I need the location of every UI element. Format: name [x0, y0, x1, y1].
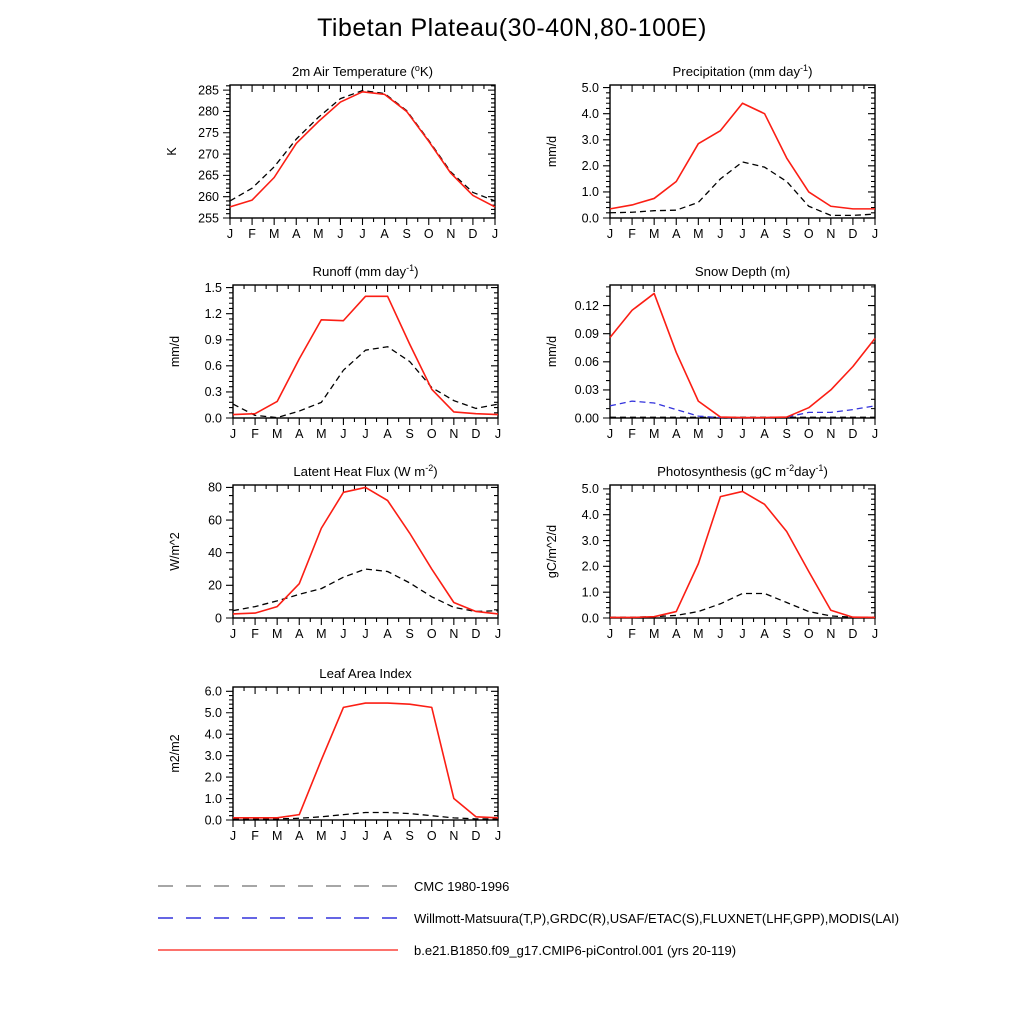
- svg-text:J: J: [717, 427, 724, 441]
- svg-text:1.5: 1.5: [204, 280, 222, 295]
- svg-text:Precipitation (mm day-1): Precipitation (mm day$^{-1}$): [672, 63, 813, 79]
- svg-text:A: A: [292, 227, 301, 241]
- svg-text:J: J: [871, 227, 879, 241]
- svg-text:A: A: [383, 427, 392, 441]
- svg-text:F: F: [251, 427, 259, 441]
- svg-text:1.0: 1.0: [581, 185, 599, 200]
- svg-text:A: A: [760, 427, 769, 441]
- svg-text:2m Air Temperature (oK): 2m Air Temperature ($^o$K): [291, 63, 434, 79]
- svg-text:N: N: [826, 627, 836, 641]
- svg-text:0.0: 0.0: [581, 611, 599, 626]
- svg-text:J: J: [739, 227, 746, 241]
- svg-text:F: F: [248, 227, 256, 241]
- svg-text:J: J: [494, 627, 502, 641]
- svg-text:M: M: [316, 627, 327, 641]
- svg-text:0.12: 0.12: [574, 298, 599, 313]
- svg-text:80: 80: [208, 480, 222, 495]
- svg-text:2.0: 2.0: [581, 159, 599, 174]
- svg-text:O: O: [803, 427, 814, 441]
- svg-text:K: K: [165, 147, 179, 156]
- svg-text:0.03: 0.03: [574, 383, 599, 398]
- svg-text:3.0: 3.0: [204, 748, 222, 763]
- svg-text:4.0: 4.0: [581, 507, 599, 522]
- svg-text:S: S: [782, 427, 791, 441]
- svg-text:A: A: [380, 227, 389, 241]
- svg-text:0.0: 0.0: [581, 211, 599, 226]
- svg-text:D: D: [471, 829, 481, 843]
- svg-text:J: J: [340, 427, 347, 441]
- legend-item-cmc: [156, 876, 899, 896]
- svg-text:J: J: [717, 627, 724, 641]
- figure-title: Tibetan Plateau(30-40N,80-100E): [317, 14, 707, 42]
- svg-text:N: N: [446, 227, 456, 241]
- series-air-temperature: [230, 92, 495, 207]
- svg-text:Photosynthesis (gC m-2day-1): Photosynthesis (gC $m^{-2}day^{-1}$): [657, 463, 828, 479]
- svg-text:J: J: [739, 627, 746, 641]
- svg-text:0.9: 0.9: [204, 333, 222, 348]
- svg-text:M: M: [648, 227, 660, 241]
- series-snow-depth: [610, 293, 875, 417]
- svg-text:M: M: [648, 627, 660, 641]
- svg-text:60: 60: [208, 513, 222, 528]
- svg-text:D: D: [468, 227, 478, 241]
- svg-text:J: J: [494, 427, 502, 441]
- svg-text:J: J: [871, 427, 879, 441]
- series-photosynthesis: [610, 491, 875, 617]
- svg-text:J: J: [359, 227, 366, 241]
- svg-text:5.0: 5.0: [581, 482, 599, 497]
- svg-text:M: M: [313, 227, 324, 241]
- svg-text:D: D: [471, 627, 481, 641]
- svg-text:A: A: [760, 627, 769, 641]
- svg-text:mm/d: mm/d: [545, 135, 559, 168]
- svg-text:J: J: [606, 227, 614, 241]
- svg-text:40: 40: [208, 546, 222, 561]
- svg-text:D: D: [848, 627, 858, 641]
- svg-text:0.09: 0.09: [574, 327, 599, 342]
- svg-text:J: J: [362, 427, 369, 441]
- svg-text:S: S: [405, 427, 414, 441]
- svg-text:S: S: [782, 627, 791, 641]
- svg-text:M: M: [316, 829, 327, 843]
- svg-text:1.0: 1.0: [581, 585, 599, 600]
- svg-text:J: J: [871, 627, 879, 641]
- svg-text:F: F: [628, 227, 636, 241]
- svg-text:F: F: [628, 627, 636, 641]
- svg-text:A: A: [383, 829, 392, 843]
- svg-text:2.0: 2.0: [581, 559, 599, 574]
- series-snow-depth: [610, 401, 875, 418]
- svg-text:3.0: 3.0: [581, 133, 599, 148]
- svg-text:gC/m^2/d: gC/m^2/d: [545, 524, 559, 579]
- svg-text:5.0: 5.0: [204, 706, 222, 721]
- legend-line-sample-model: [156, 945, 400, 955]
- svg-text:N: N: [449, 627, 459, 641]
- series-precipitation: [610, 103, 875, 209]
- svg-text:A: A: [672, 427, 681, 441]
- legend-line-sample-willmott: [156, 913, 400, 923]
- legend-item-willmott: [156, 908, 899, 928]
- svg-text:A: A: [295, 829, 304, 843]
- svg-text:N: N: [826, 427, 836, 441]
- svg-text:D: D: [848, 427, 858, 441]
- legend-line-sample-cmc: [156, 881, 400, 891]
- series-leaf-area-index: [233, 703, 498, 818]
- svg-text:D: D: [471, 427, 481, 441]
- svg-text:A: A: [672, 227, 681, 241]
- svg-text:A: A: [295, 627, 304, 641]
- svg-text:J: J: [606, 627, 614, 641]
- svg-text:5.0: 5.0: [581, 80, 599, 95]
- svg-text:0.6: 0.6: [204, 359, 222, 374]
- svg-text:J: J: [362, 829, 369, 843]
- svg-text:0.0: 0.0: [204, 411, 222, 426]
- svg-text:M: M: [648, 427, 660, 441]
- svg-text:W/m^2: W/m^2: [168, 532, 182, 571]
- svg-text:4.0: 4.0: [581, 106, 599, 121]
- svg-text:O: O: [426, 627, 437, 641]
- svg-text:M: M: [271, 829, 283, 843]
- svg-text:Leaf Area Index: Leaf Area Index: [319, 666, 412, 681]
- svg-text:S: S: [405, 627, 414, 641]
- svg-text:0.06: 0.06: [574, 355, 599, 370]
- svg-text:O: O: [426, 829, 437, 843]
- svg-text:M: M: [693, 627, 704, 641]
- svg-text:280: 280: [198, 104, 219, 119]
- chart-runoff: [143, 259, 523, 464]
- svg-text:0.0: 0.0: [204, 813, 222, 828]
- svg-text:J: J: [226, 227, 234, 241]
- svg-text:6.0: 6.0: [204, 684, 222, 699]
- svg-text:J: J: [337, 227, 344, 241]
- legend-item-model: [156, 940, 899, 960]
- svg-text:S: S: [782, 227, 791, 241]
- svg-text:S: S: [405, 829, 414, 843]
- svg-text:285: 285: [198, 83, 219, 98]
- svg-text:J: J: [229, 427, 237, 441]
- svg-text:2.0: 2.0: [204, 770, 222, 785]
- svg-text:S: S: [402, 227, 411, 241]
- svg-text:M: M: [271, 427, 283, 441]
- svg-text:mm/d: mm/d: [168, 335, 182, 368]
- svg-text:J: J: [229, 627, 237, 641]
- svg-text:M: M: [271, 627, 283, 641]
- svg-text:A: A: [672, 627, 681, 641]
- svg-text:J: J: [739, 427, 746, 441]
- svg-text:M: M: [316, 427, 327, 441]
- svg-text:J: J: [494, 829, 502, 843]
- chart-snow-depth: [520, 259, 900, 464]
- svg-text:F: F: [251, 829, 259, 843]
- svg-text:3.0: 3.0: [581, 533, 599, 548]
- svg-text:J: J: [717, 227, 724, 241]
- legend: [156, 876, 899, 960]
- legend-label-model: b.e21.B1850.f09_g17.CMIP6-piControl.001 (yrs 20-119): [414, 942, 737, 958]
- svg-text:F: F: [251, 627, 259, 641]
- svg-text:255: 255: [198, 211, 219, 226]
- svg-text:J: J: [362, 627, 369, 641]
- series-latent-heat-flux: [233, 487, 498, 613]
- svg-text:0.3: 0.3: [204, 385, 222, 400]
- svg-text:O: O: [803, 627, 814, 641]
- svg-text:D: D: [848, 227, 858, 241]
- svg-text:O: O: [803, 227, 814, 241]
- svg-text:4.0: 4.0: [204, 727, 222, 742]
- svg-text:1.0: 1.0: [204, 791, 222, 806]
- svg-text:Snow Depth (m): Snow Depth (m): [694, 264, 791, 279]
- svg-text:M: M: [268, 227, 280, 241]
- svg-text:275: 275: [198, 126, 219, 141]
- svg-text:J: J: [340, 627, 347, 641]
- series-runoff: [233, 347, 498, 418]
- chart-leaf-area-index: [143, 661, 523, 866]
- svg-text:M: M: [693, 227, 704, 241]
- series-runoff: [233, 296, 498, 414]
- svg-text:270: 270: [198, 147, 219, 162]
- svg-text:265: 265: [198, 168, 219, 183]
- svg-text:J: J: [606, 427, 614, 441]
- svg-text:1.2: 1.2: [204, 306, 222, 321]
- svg-text:J: J: [229, 829, 237, 843]
- chart-photosynthesis: [520, 459, 900, 664]
- svg-text:N: N: [449, 427, 459, 441]
- series-air-temperature: [230, 91, 495, 201]
- svg-text:J: J: [340, 829, 347, 843]
- svg-text:Runoff (mm day-1): Runoff (mm day$^{-1}$): [312, 263, 419, 279]
- chart-latent-heat-flux: [143, 459, 523, 664]
- series-photosynthesis: [610, 593, 875, 617]
- svg-text:A: A: [383, 627, 392, 641]
- svg-text:20: 20: [208, 578, 222, 593]
- legend-label-cmc: CMC 1980-1996: [414, 878, 510, 894]
- legend-label-willmott: Willmott-Matsuura(T,P),GRDC(R),USAF/ETAC(S),FLUXNET(LHF,GPP),MODIS(LAI): [414, 910, 900, 926]
- svg-text:mm/d: mm/d: [545, 335, 559, 368]
- svg-text:0: 0: [215, 611, 222, 626]
- svg-text:A: A: [295, 427, 304, 441]
- svg-text:M: M: [693, 427, 704, 441]
- svg-text:260: 260: [198, 189, 219, 204]
- chart-precipitation: [520, 59, 900, 264]
- svg-text:N: N: [826, 227, 836, 241]
- svg-text:Latent Heat Flux (W m-2): Latent Heat Flux (W $m^{-2}$): [293, 463, 438, 479]
- svg-text:F: F: [628, 427, 636, 441]
- svg-text:A: A: [760, 227, 769, 241]
- svg-text:N: N: [449, 829, 459, 843]
- svg-text:0.00: 0.00: [574, 411, 599, 426]
- svg-text:J: J: [491, 227, 499, 241]
- svg-text:O: O: [423, 227, 434, 241]
- svg-text:m2/m2: m2/m2: [168, 734, 182, 773]
- chart-air-temperature: [140, 59, 520, 264]
- svg-text:O: O: [426, 427, 437, 441]
